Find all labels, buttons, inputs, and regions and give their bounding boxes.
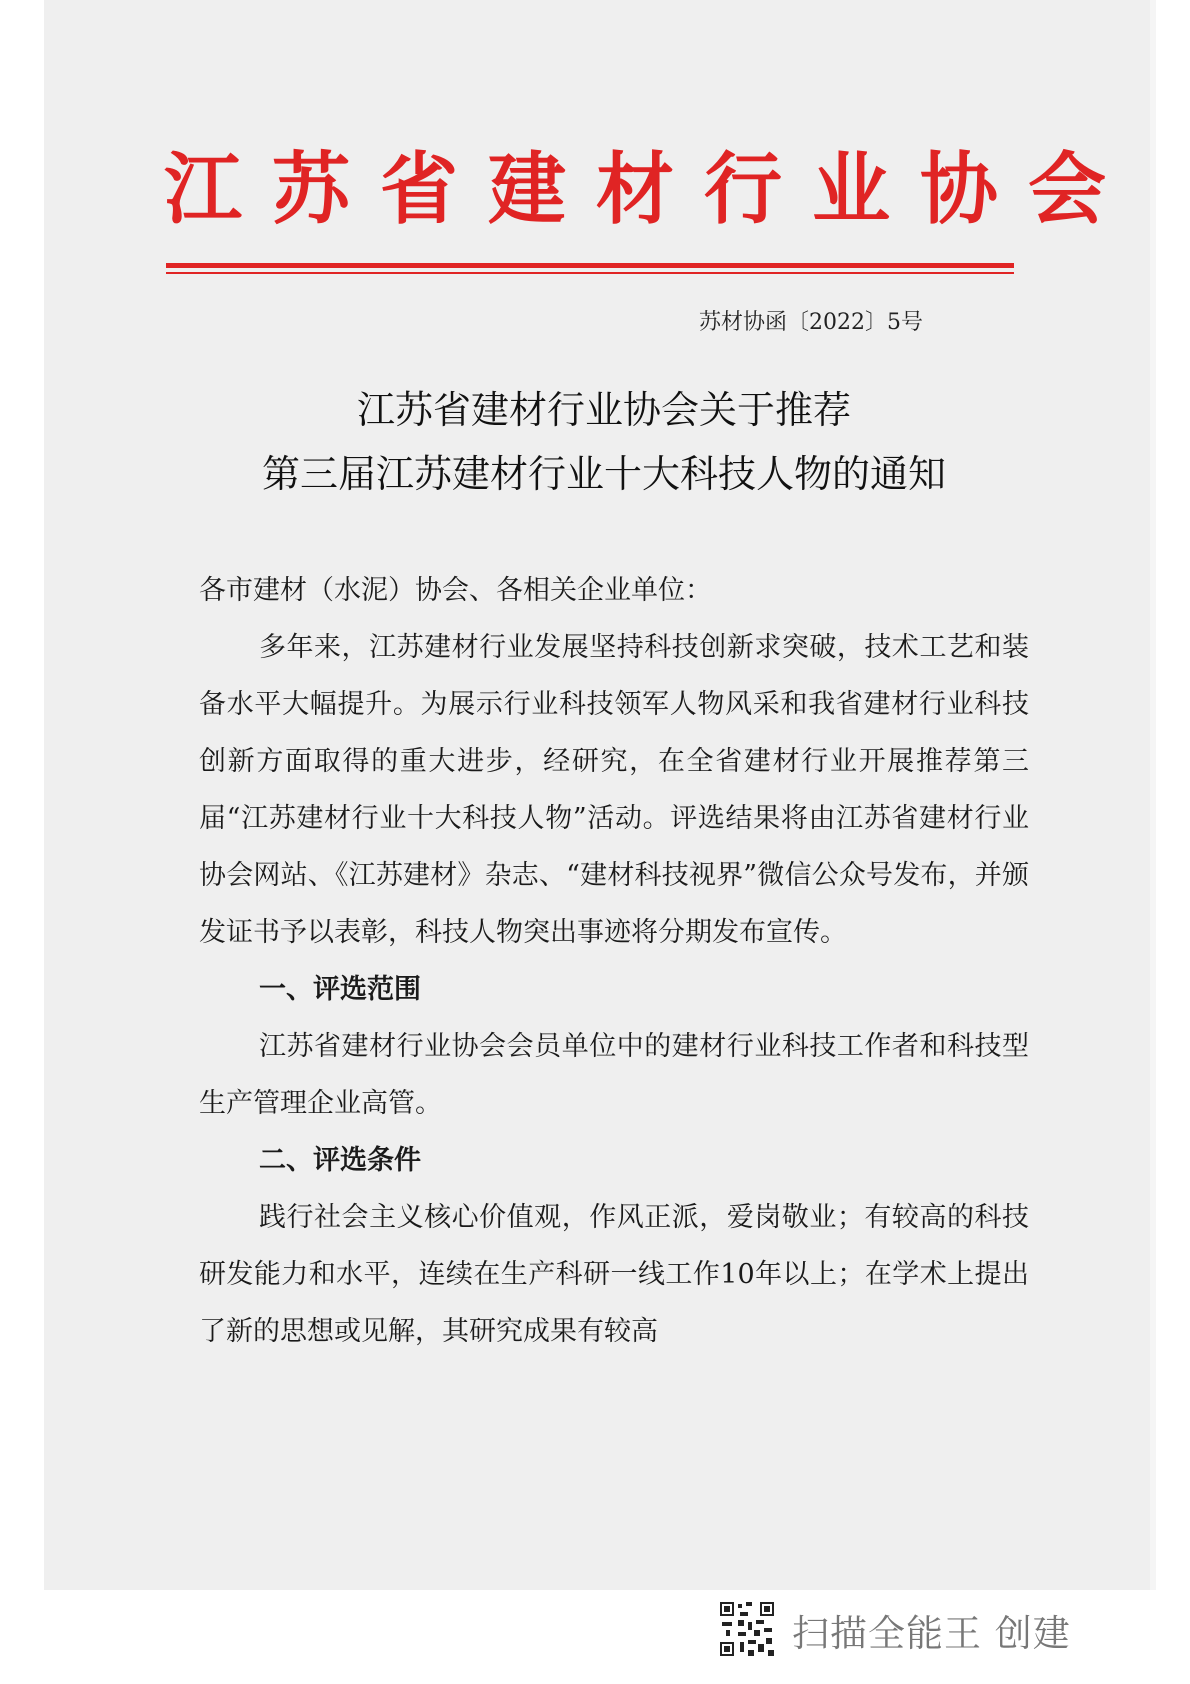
page-edge (1150, 0, 1156, 1590)
notice-title-line-1: 江苏省建材行业协会关于推荐 (356, 388, 851, 432)
salutation: 各市建材（水泥）协会、各相关企业单位： (199, 575, 712, 606)
intro-paragraph: 多年来，江苏建材行业发展坚持科技创新求突破，技术工艺和装备水平大幅提升。为展示行业科技领军人物风采和我省建材行业科技创新方面取得的重大进步，经研究，在全省建材行业开展推荐第三届“江苏建材行业十大科技人物”活动。评选结果将由江苏省建材行业协会网站、《江苏建材》杂志、“建材科技视界”微信公众号发布，并颁发证书予以表彰，科技人物突出事迹将分期发布宣传。 (199, 632, 1029, 948)
document-number: 苏材协函〔2022〕5号 (699, 310, 923, 335)
qr-code-icon (718, 1600, 776, 1658)
letterhead-rule-thick (166, 263, 1014, 268)
scope-paragraph: 江苏省建材行业协会会员单位中的建材行业科技工作者和科技型生产管理企业高管。 (199, 1031, 1029, 1119)
notice-title (154, 378, 1054, 506)
criteria-paragraph: 践行社会主义核心价值观，作风正派，爱岗敬业；有较高的科技研发能力和水平，连续在生产科研一线工作10年以上；在学术上提出了新的思想或见解，其研究成果有较高 (199, 1202, 1029, 1347)
scanner-watermark: 扫描全能王 创建 (792, 1612, 1071, 1655)
section-heading-criteria: 二、评选条件 (259, 1145, 421, 1176)
section-heading-scope: 一、评选范围 (259, 974, 421, 1005)
notice-title-line-2: 第三届江苏建材行业十大科技人物的通知 (261, 452, 946, 496)
letterhead-title: 江苏省建材行业协会 (164, 144, 1137, 235)
letterhead-rule-thin (166, 272, 1014, 274)
notice-body (199, 562, 1029, 1360)
document-page (44, 0, 1150, 1590)
